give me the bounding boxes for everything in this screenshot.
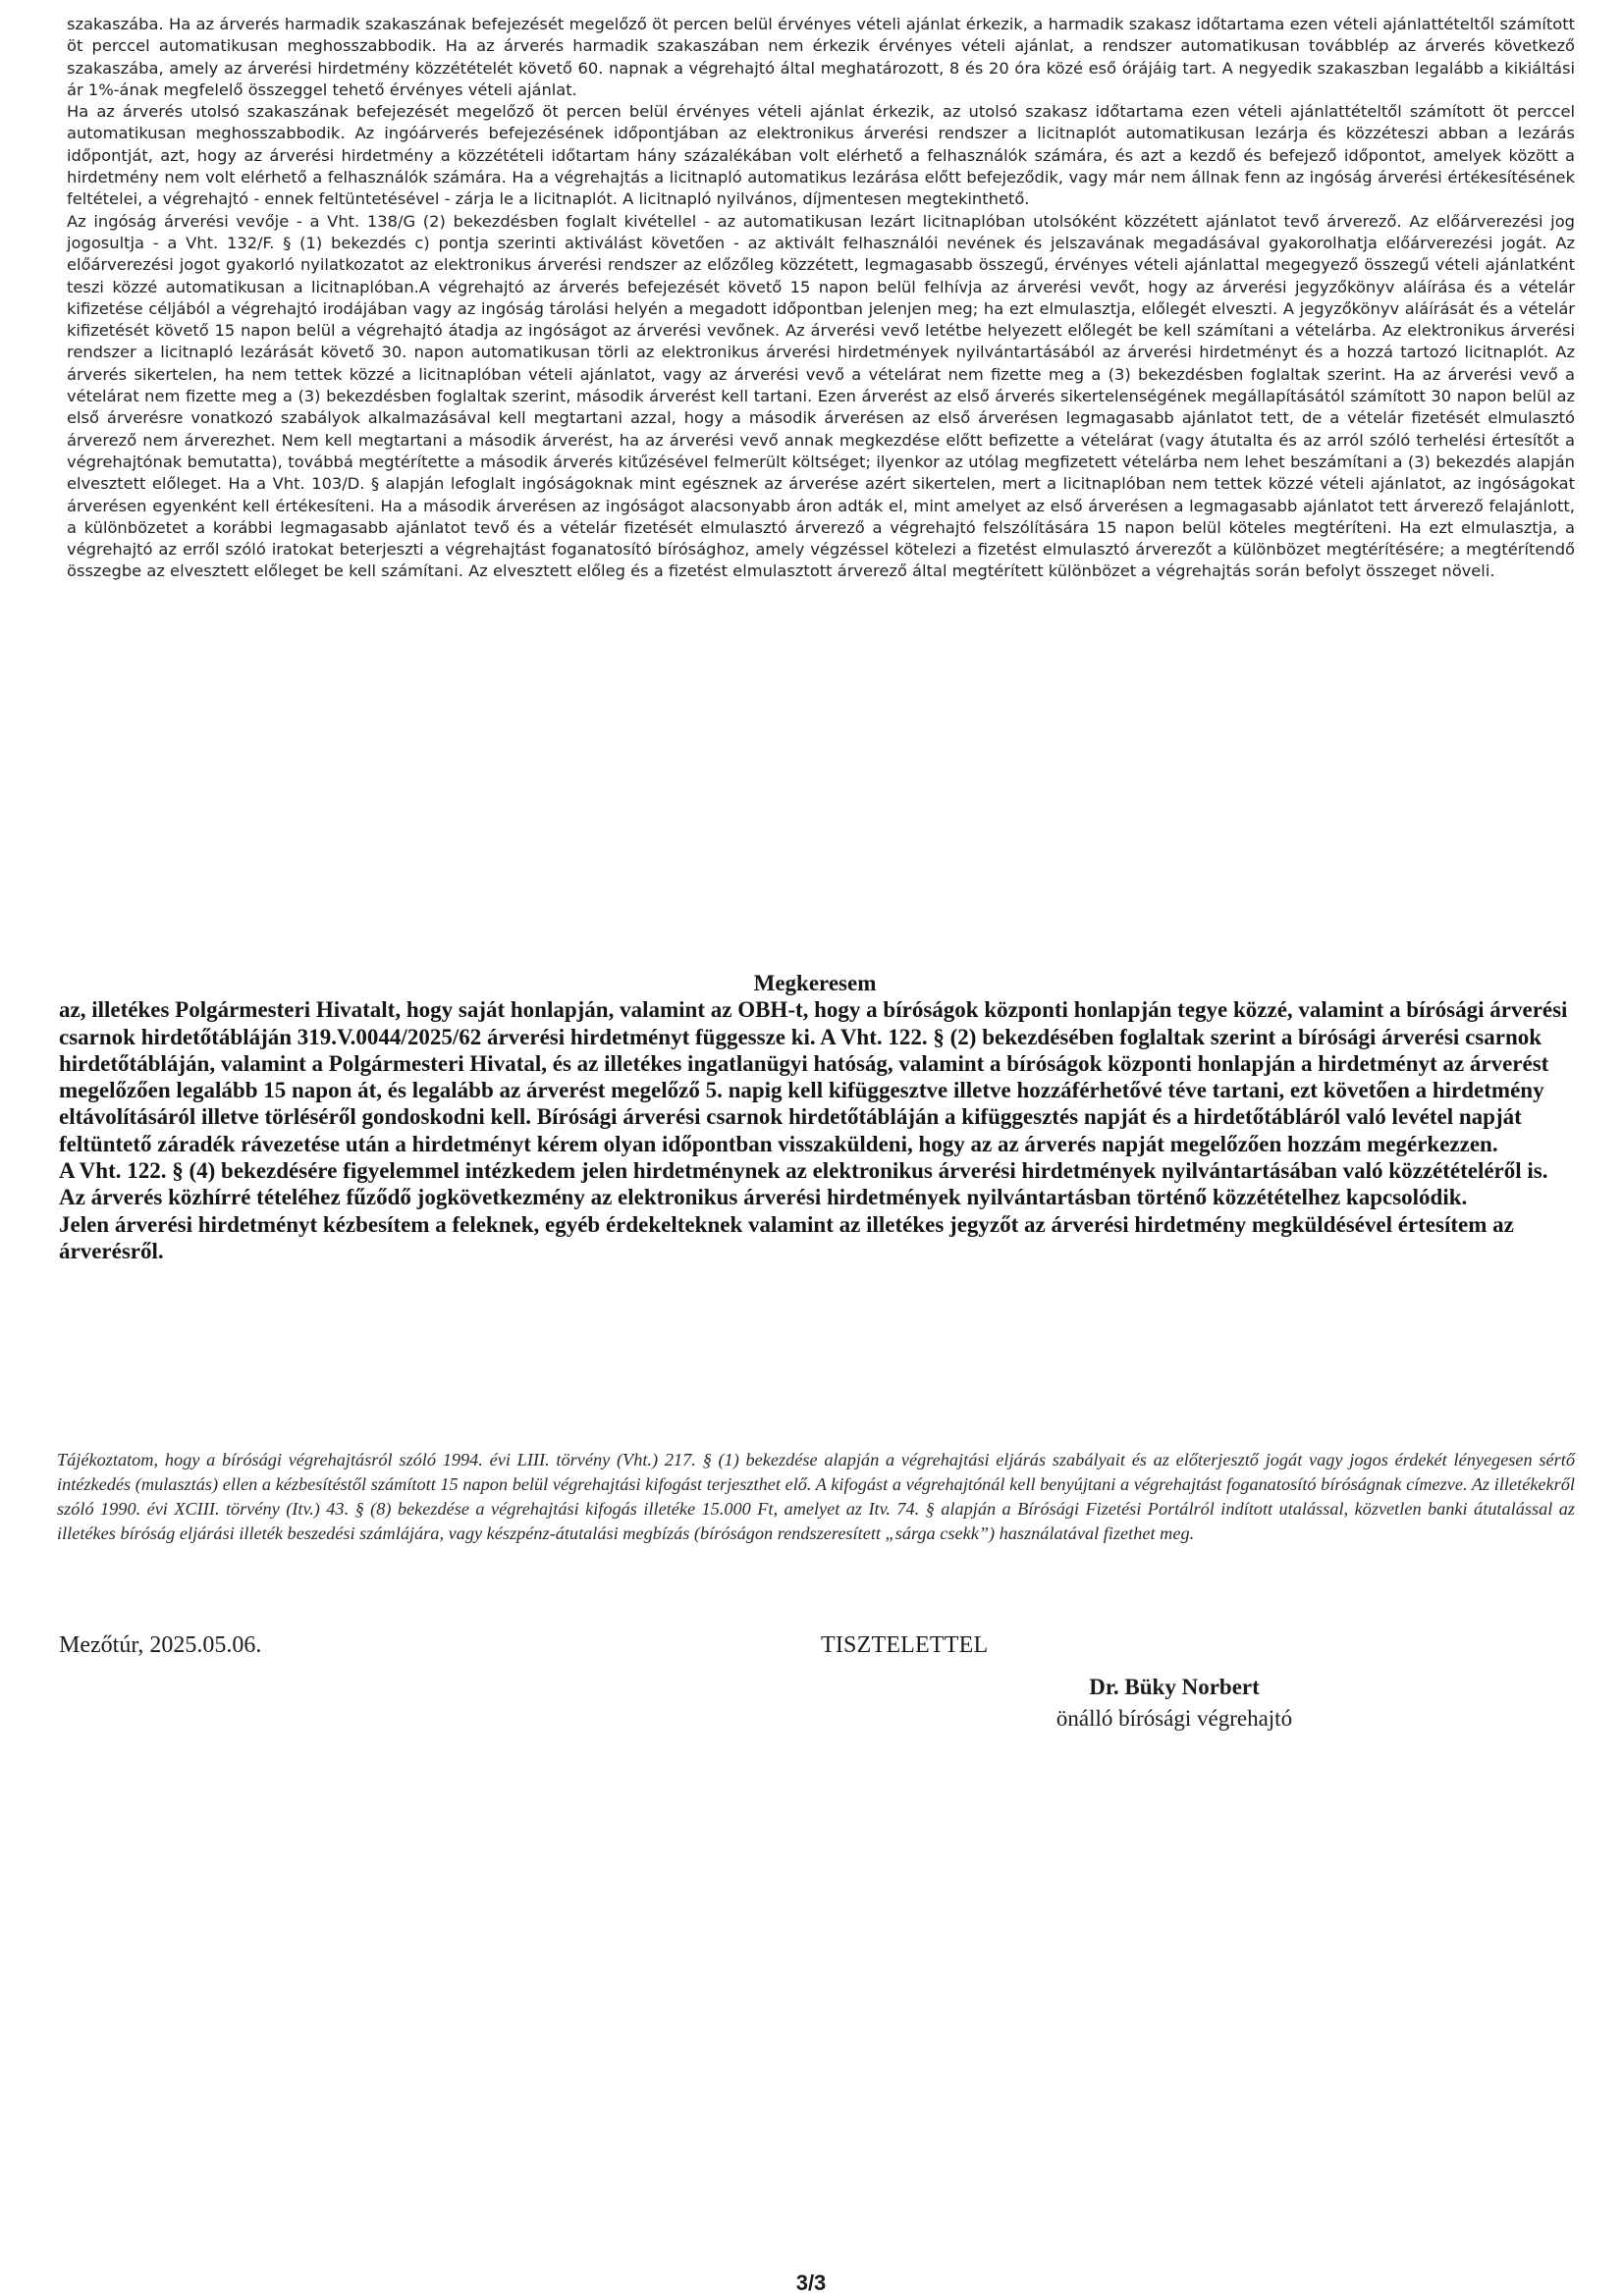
signer-name: Dr. Büky Norbert: [1089, 1675, 1260, 1699]
request-section: [59, 970, 1571, 1264]
request-paragraph: A Vht. 122. § (4) bekezdésére figyelemmel intézkedem jelen hirdetménynek az elektronikus árverési hirdetmények nyilvántartásában való közzétételéről is. Az árverés közhírré tételéhez fűződő jogkövetkezmény az elektronikus árverési hirdetmények nyilvántartásban történő közzétételhez kapcsolódik.: [59, 1158, 1548, 1210]
request-paragraph: az, illetékes Polgármesteri Hivatalt, hogy saját honlapján, valamint az OBH-t, hogy a bíróságok központi honlapján tegye közzé, valamint a bírósági árverési csarnok hirdetőtábláján 319.V.0044/2025/62 árverési hirdetményt függessze ki. A Vht. 122. § (2) bekezdésében foglaltak szerint a bírósági árverési csarnok hirdetőtábláján, valamint a Polgármesteri Hivatal, és az illetékes ingatlanügyi hatóság, valamint a bíróságok központi honlapján a hirdetményt az árverést megelőzően legalább 15 napon át, és legalább az árverést megelőző 5. napig kell kifüggesztve illetve hozzáférhetővé téve tartani, ezt követően a hirdetmény eltávolításáról illetve törléséről gondoskodni kell. Bírósági árverési csarnok hirdetőtábláján a kifüggesztés napját és a hirdetőtábláról való levétel napját feltüntető záradék rávezetése után a hirdetményt kérem olyan időpontban visszaküldeni, hogy az az árverés napját megelőzően hozzám megérkezzen.: [59, 997, 1568, 1156]
place-and-date: Mezőtúr, 2025.05.06.: [59, 1632, 262, 1658]
request-paragraph: Jelen árverési hirdetményt kézbesítem a feleknek, egyéb érdekelteknek valamint az illetékes jegyzőt az árverési hirdetmény megküldésével értesítem az árverésről.: [59, 1211, 1514, 1263]
closing-greeting: TISZTELETTEL: [821, 1632, 989, 1658]
page-number: 3/3: [795, 2270, 827, 2295]
request-heading: Megkeresem: [753, 971, 877, 995]
body-paragraph: Ha az árverés utolsó szakaszának befejezését megelőző öt percen belül érvényes vételi ajánlat érkezik, az utolsó szakasz időtartama ezen vételi ajánlattételtől számított öt perccel automatikusan meghosszabbodik. Az ingóárverés befejezésének időpontjában az elektronikus árverési rendszer a licitnaplót automatikusan lezárja és közzéteszi abban a lezárás időpontját, azt, hogy az árverési hirdetmény a közzétételi időtartam hány százalékában volt elérhető a felhasználók számára, és azt a kezdő és befejező időpontot, amelyek között a hirdetmény nem volt elérhető a felhasználók számára. Ha a végrehajtás a licitnapló automatikus lezárása előtt befejeződik, vagy már nem állnak fenn az ingóság árverési értékesítésének feltételei, a végrehajtó - ennek feltüntetésével - zárja le a licitnaplót. A licitnapló nyilvános, díjmentesen megtekinthető.: [67, 102, 1575, 209]
body-paragraph: szakaszába. Ha az árverés harmadik szakaszának befejezését megelőző öt percen belül érvényes vételi ajánlat érkezik, a harmadik szakasz időtartama ezen vételi ajánlattételtől számított öt perccel automatikusan meghosszabbodik. Ha az árverés harmadik szakaszában nem érkezik érvényes vételi ajánlat, a rendszer automatikusan továbblép az árverés következő szakaszába, amely az árverési hirdetmény közzétételét követő 60. napnak a végrehajtó által meghatározott, 8 és 20 óra közé eső órájáig tart. A negyedik szakaszban legalább a kikiáltási ár 1%-ának megfelelő összeggel tehető érvényes vételi ajánlat.: [67, 15, 1575, 99]
legal-remedy-notice: Tájékoztatom, hogy a bírósági végrehajtásról szóló 1994. évi LIII. törvény (Vht.) 217. § (1) bekezdése alapján a végrehajtási eljárás szabályait és az előterjesztő jogát vagy jogos érdekét lényegesen sértő intézkedés (mulasztás) ellen a kézbesítéstől számított 15 napon belül végrehajtási kifogást terjeszthet elő. A kifogást a végrehajtónál kell benyújtani a végrehajtást foganatosító bíróságnak címezve. Az illetékekről szóló 1990. évi XCIII. törvény (Itv.) 43. § (8) bekezdése a végrehajtási kifogás illetéke 15.000 Ft, amelyet az Itv. 74. § alapján a Bírósági Fizetési Portálról indított utalással, közvetlen banki átutalással az illetékes bíróság eljárási illeték beszedési számlájára, vagy készpénz-átutalási megbízás (bíróságon rendszeresített „sárga csekk”) használatával fizethet meg.: [57, 1450, 1575, 1543]
body-paragraph: Az ingóság árverési vevője - a Vht. 138/G (2) bekezdésben foglalt kivétellel - az automatikusan lezárt licitnaplóban utolsóként közzétett ajánlatot tevő árverező. Az előárverezési jog jogosultja - a Vht. 132/F. § (1) bekezdés c) pontja szerinti aktiválást követően - az aktivált felhasználói nevének és jelszavának megadásával gyakorolhatja előárverezési jogát. Az előárverezési jogot gyakorló nyilatkozatot az elektronikus árverési rendszer az előzőleg közzétett, legmagasabb összegű, érvényes vételi ajánlattal megegyező összegű vételi ajánlatként teszi közzé automatikusan a licitnaplóban.A végrehajtó az árverés befejezését követő 15 napon belül felhívja az árverési vevőt, hogy az árverési jegyzőkönyv aláírása és a vételár kifizetése céljából a végrehajtó irodájában vagy az ingóság tárolási helyén a megadott időpontban jelenjen meg; ha ezt elmulasztja, előlegét elveszti. A jegyzőkönyv aláírását és a vételár kifizetését követő 15 napon belül a végrehajtó átadja az ingóságot az árverési vevőnek. Az árverési vevő letétbe helyezett előlegét be kell számítani a vételárba. Az elektronikus árverési rendszer a licitnapló lezárását követő 30. napon automatikusan törli az elektronikus árverési hirdetmények nyilvántartásából az árverési hirdetményt és a hozzá tartozó licitnaplót. Az árverés sikertelen, ha nem tettek közzé a licitnaplóban vételi ajánlatot, vagy az árverési vevő a vételárat nem fizette meg a (3) bekezdésben foglaltak szerint. Ha az árverési vevő a vételárat nem fizette meg a (3) bekezdésben foglaltak szerint, második árverést kell tartani. Ezen árverést az első árverés sikertelenségének megállapításától számított 30 napon belül az első árverésre vonatkozó szabályok alkalmazásával kell megtartani azzal, hogy a második árverésen az első árverésen legmagasabb ajánlatot tett, de a vételár fizetését elmulasztó árverező nem árverezhet. Nem kell megtartani a második árverést, ha az árverési vevő annak megkezdése előtt befizette a vételárat (vagy átutalta és az arról szóló terhelési értesítőt a végrehajtónak bemutatta), továbbá megtérítette a második árverés kitűzésével felmerült költséget; ilyenkor az utólag megfizetett vételárba nem lehet beszámítani a (3) bekezdés alapján elvesztett előleget. Ha a Vht. 103/D. § alapján lefoglalt ingóságoknak mint egésznek az árverése azért sikertelen, mert a licitnaplóban nem tettek közzé vételi ajánlatot, az ingóságokat árverésen egyenként kell értékesíteni. Ha a második árverésen az ingóságot alacsonyabb áron adták el, mint amelyet az első árverésen a legmagasabb ajánlatot tett árverező felajánlott, a különbözetet a korábbi legmagasabb ajánlatot tevő és a vételár fizetését elmulasztó árverező a végrehajtó felszólítására 15 napon belül köteles megtéríteni. Ha ezt elmulasztja, a végrehajtó az erről szóló iratokat beterjeszti a végrehajtást foganatosító bírósághoz, amely végzéssel kötelezi a fizetést elmulasztó árverezőt a különbözet megtérítésére; a megtérítendő összegbe az elvesztett előleget be kell számítani. Az elvesztett előleg és a fizetést elmulasztott árverező által megtérített különbözet a végrehajtás során befolyt összeget növeli.: [67, 211, 1575, 581]
auction-rules-text: [67, 14, 1575, 583]
signer-title: önálló bírósági végrehajtó: [1055, 1706, 1293, 1731]
